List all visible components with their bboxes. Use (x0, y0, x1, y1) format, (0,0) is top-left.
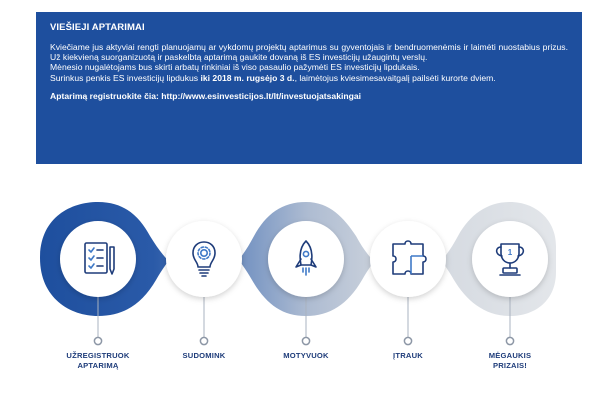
step-label-involve: ĮTRAUK (393, 351, 423, 360)
connector-dots (94, 337, 513, 344)
info-paragraph-1: Kviečiame jus aktyviai rengti planuojamų ar vykdomų projektų aptarimus su gyventojais ir bendruomenėmis ir laimėti nuostabius prizus. Už kiekvieną suorganizuotą ir paskelbtą aptarimą gaukite dovaną iš ES investicijų užaugintų verslų. (50, 42, 568, 63)
info-paragraph-2: Mėnesio nugalėtojams bus skirti arbatų rinkiniai iš viso pasaulio pažymėti ES investicijų lipdukais. (50, 62, 420, 73)
svg-text:1: 1 (507, 248, 513, 257)
step-label-engage: SUDOMINK (182, 351, 226, 360)
registration-link[interactable]: Aptarimą registruokite čia: http://www.esinvesticijos.lt/lt/investuojatsakingai (50, 90, 362, 101)
info-title: VIEŠIEJI APTARIMAI (50, 22, 145, 33)
step-label-register: UŽREGISTRUOK APTARIMĄ (66, 351, 130, 370)
process-flow-graphic (0, 180, 600, 350)
info-paragraph-3: Surinkus penkis ES investicijų lipdukus iki 2018 m. rugsėjo 3 d., laimėtojus kviesimesavaitgalį pailsėti kurorte dviem. (50, 72, 496, 83)
step-label-enjoy: MĖGAUKIS PRIZAIS! (488, 351, 532, 370)
step-label-motivate: MOTYVUOK (283, 351, 329, 360)
info-box (36, 12, 582, 164)
